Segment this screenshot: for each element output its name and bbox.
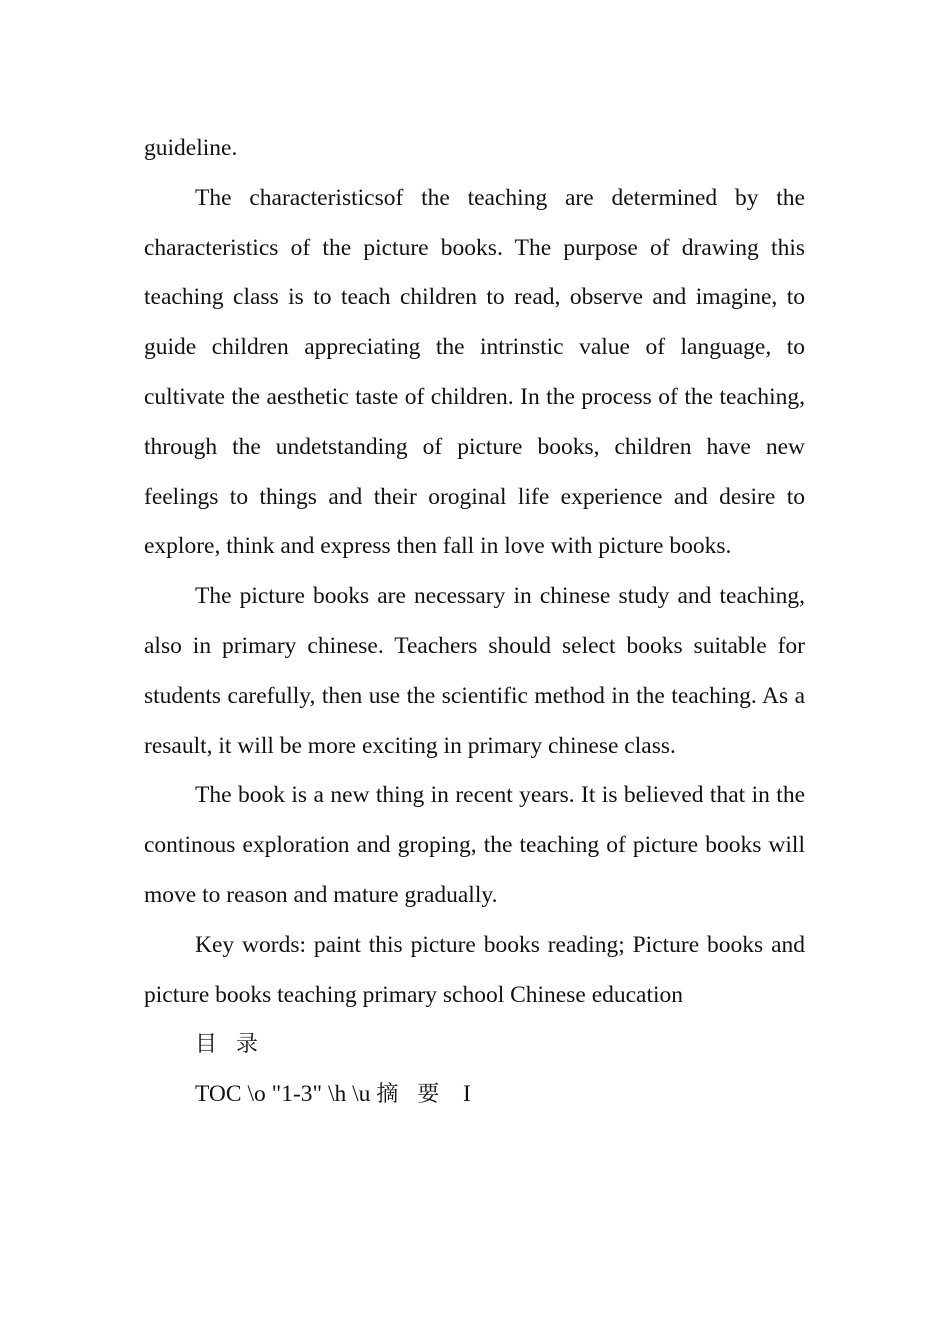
body-text — [144, 124, 805, 1120]
paragraph-new-thing: The book is a new thing in recent years. It is believed that in the continous exploration and groping, the teaching of picture books will move to reason and mature gradually. — [144, 782, 805, 908]
toc-entry-abstract: 摘 要 — [376, 1082, 446, 1108]
paragraph-continuation: guideline. — [144, 135, 238, 161]
toc-first-line — [144, 1070, 805, 1120]
toc-heading-text: 目 录 — [195, 1032, 264, 1058]
toc-field-code: TOC \o "1-3" \h \u — [195, 1081, 377, 1108]
toc-heading — [144, 1020, 805, 1070]
toc-entry-page: I — [462, 1081, 471, 1108]
paragraph-necessity: The picture books are necessary in chinese study and teaching, also in primary chinese. Teachers should select books suitable for students carefully, then use the scientific method in the teaching. As a resault, it will be more exciting in primary chinese class. — [144, 583, 805, 759]
paragraph-keywords: Key words: paint this picture books reading; Picture books and picture books teaching primary school Chinese education — [144, 931, 805, 1008]
paragraph-characteristics: The characteristicsof the teaching are determined by the characteristics of the picture books. The purpose of drawing this teaching class is to teach children to read, observe and imagine, to guide children appreciating the intrinstic value of language, to cultivate the aesthetic taste of children. In the process of the teaching, through the undetstanding of picture books, children have new feelings to things and their oroginal life experience and desire to explore, think and express then fall in love with picture books. — [144, 184, 805, 560]
